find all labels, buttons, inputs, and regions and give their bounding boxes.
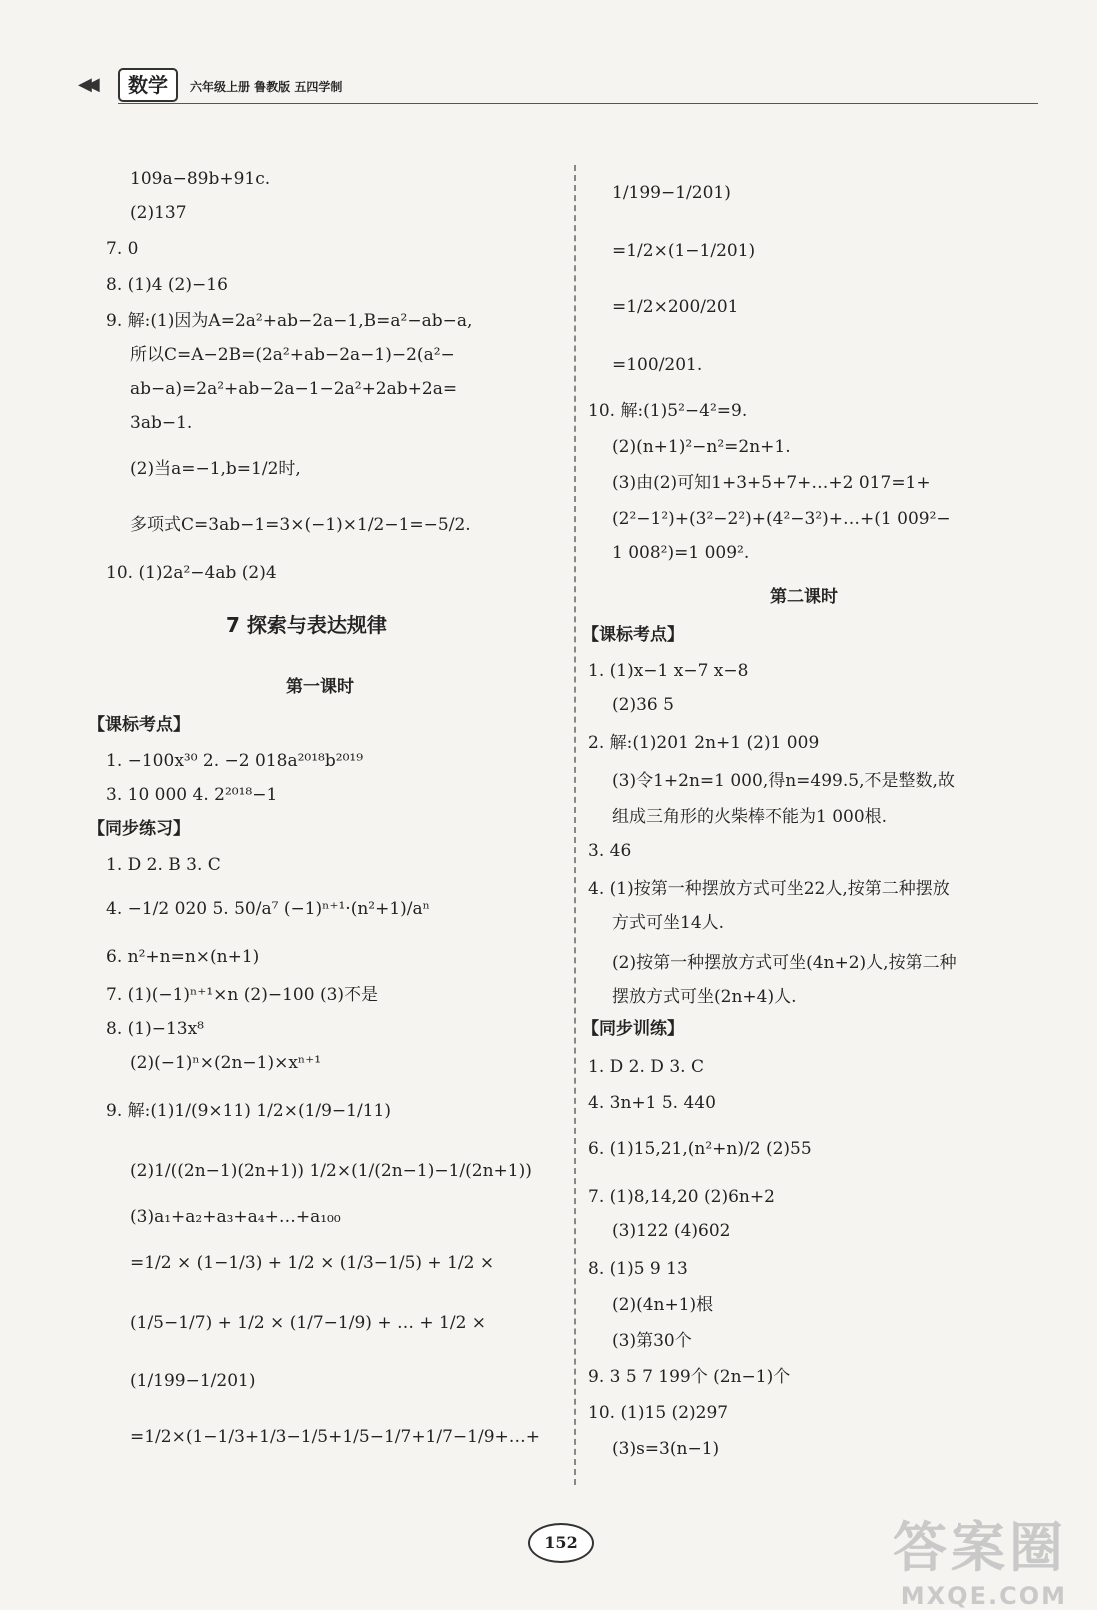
answer-line: 109a−89b+91c. (130, 169, 271, 189)
answer-line: =1/2×(1−1/201) (612, 241, 756, 261)
answer-line: 所以C=A−2B=(2a²+ab−2a−1)−2(a²− (130, 345, 455, 365)
page-header (78, 68, 1038, 104)
answer-line: =1/2×200/201 (612, 297, 739, 317)
answer-line: 10. (1)15 (2)297 (588, 1403, 729, 1423)
column-divider (574, 165, 576, 1485)
answer-line: (1/5−1/7) + 1/2 × (1/7−1/9) + … + 1/2 × (130, 1313, 487, 1333)
watermark-url: MXQE.COM (900, 1582, 1067, 1610)
answer-line: 7. (1)(−1)ⁿ⁺¹×n (2)−100 (3)不是 (106, 985, 379, 1005)
answer-line: =100/201. (612, 355, 703, 375)
answer-line: 7. 0 (106, 239, 139, 259)
lesson-title: 第二课时 (770, 587, 838, 607)
answer-line: (3)122 (4)602 (612, 1221, 731, 1241)
answer-line: (2)36 5 (612, 695, 674, 715)
answer-line: 摆放方式可坐(2n+4)人. (612, 987, 797, 1007)
answer-line: 6. (1)15,21,(n²+n)/2 (2)55 (588, 1139, 812, 1159)
section-tag: 【课标考点】 (88, 715, 190, 735)
answer-line: 1. −100x³⁰ 2. −2 018a²⁰¹⁸b²⁰¹⁹ (106, 751, 364, 771)
watermark-text: 答案圈 (893, 1516, 1067, 1579)
answer-line: (3)由(2)可知1+3+5+7+…+2 017=1+ (612, 473, 931, 493)
answer-line: (2)(4n+1)根 (612, 1295, 714, 1315)
answer-line: 多项式C=3ab−1=3×(−1)×1/2−1=−5/2. (130, 515, 471, 535)
answer-line: 1. (1)x−1 x−7 x−8 (588, 661, 749, 681)
answer-line: 8. (1)5 9 13 (588, 1259, 688, 1279)
answer-line: =1/2 × (1−1/3) + 1/2 × (1/3−1/5) + 1/2 × (130, 1253, 495, 1273)
answer-line: =1/2×(1−1/3+1/3−1/5+1/5−1/7+1/7−1/9+…+ (130, 1427, 541, 1447)
answer-line: 6. n²+n=n×(n+1) (106, 947, 260, 967)
section-tag: 【同步训练】 (582, 1019, 684, 1039)
answer-line: 9. 解:(1)1/(9×11) 1/2×(1/9−1/11) (106, 1101, 391, 1121)
header-rule (118, 103, 1038, 104)
back-arrows-icon: ◀◀ (78, 74, 94, 95)
answer-line: 4. (1)按第一种摆放方式可坐22人,按第二种摆放 (588, 879, 950, 899)
page-number: 152 (528, 1523, 594, 1563)
answer-line: 9. 3 5 7 199个 (2n−1)个 (588, 1367, 791, 1387)
answer-line: 10. 解:(1)5²−4²=9. (588, 401, 748, 421)
answer-line: 4. −1/2 020 5. 50/a⁷ (−1)ⁿ⁺¹·(n²+1)/aⁿ (106, 899, 430, 919)
subject-badge: 数学 (118, 68, 178, 102)
answer-line: 7. (1)8,14,20 (2)6n+2 (588, 1187, 775, 1207)
answer-line: (3)a₁+a₂+a₃+a₄+…+a₁₀₀ (130, 1207, 341, 1227)
answer-line: 3ab−1. (130, 413, 193, 433)
answer-line: (2)当a=−1,b=1/2时, (130, 459, 301, 479)
answer-line: 8. (1)−13x⁸ (106, 1019, 204, 1039)
lesson-title: 第一课时 (286, 677, 354, 697)
answer-line: 9. 解:(1)因为A=2a²+ab−2a−1,B=a²−ab−a, (106, 311, 473, 331)
watermark (893, 1505, 1067, 1610)
answer-line: ab−a)=2a²+ab−2a−1−2a²+2ab+2a= (130, 379, 458, 399)
answer-line: 1 008²)=1 009². (612, 543, 750, 563)
book-info: 六年级上册 鲁教版 五四学制 (190, 80, 343, 94)
answer-line: 方式可坐14人. (612, 913, 725, 933)
answer-line: 3. 10 000 4. 2²⁰¹⁸−1 (106, 785, 278, 805)
answer-line: 4. 3n+1 5. 440 (588, 1093, 716, 1113)
answer-line: 2. 解:(1)201 2n+1 (2)1 009 (588, 733, 820, 753)
answer-line: (3)第30个 (612, 1331, 692, 1351)
answer-line: 1. D 2. D 3. C (588, 1057, 704, 1077)
answer-line: (2)(n+1)²−n²=2n+1. (612, 437, 791, 457)
section-title: 7 探索与表达规律 (226, 613, 387, 637)
answer-line: (2)1/((2n−1)(2n+1)) 1/2×(1/(2n−1)−1/(2n+1)) (130, 1161, 532, 1181)
answer-line: 1/199−1/201) (612, 183, 731, 203)
answer-line: 3. 46 (588, 841, 632, 861)
answer-line: (2)按第一种摆放方式可坐(4n+2)人,按第二种 (612, 953, 957, 973)
answer-line: (2)(−1)ⁿ×(2n−1)×xⁿ⁺¹ (130, 1053, 322, 1073)
section-tag: 【同步练习】 (88, 819, 190, 839)
answer-line: (1/199−1/201) (130, 1371, 256, 1391)
answer-line: (2)137 (130, 203, 187, 223)
answer-line: (3)令1+2n=1 000,得n=499.5,不是整数,故 (612, 771, 955, 791)
answer-line: 10. (1)2a²−4ab (2)4 (106, 563, 277, 583)
answer-line: 组成三角形的火柴棒不能为1 000根. (612, 807, 888, 827)
answer-line: 1. D 2. B 3. C (106, 855, 221, 875)
answer-line: (3)s=3(n−1) (612, 1439, 720, 1459)
section-tag: 【课标考点】 (582, 625, 684, 645)
answer-line: (2²−1²)+(3²−2²)+(4²−3²)+…+(1 009²− (612, 509, 951, 529)
answer-line: 8. (1)4 (2)−16 (106, 275, 228, 295)
